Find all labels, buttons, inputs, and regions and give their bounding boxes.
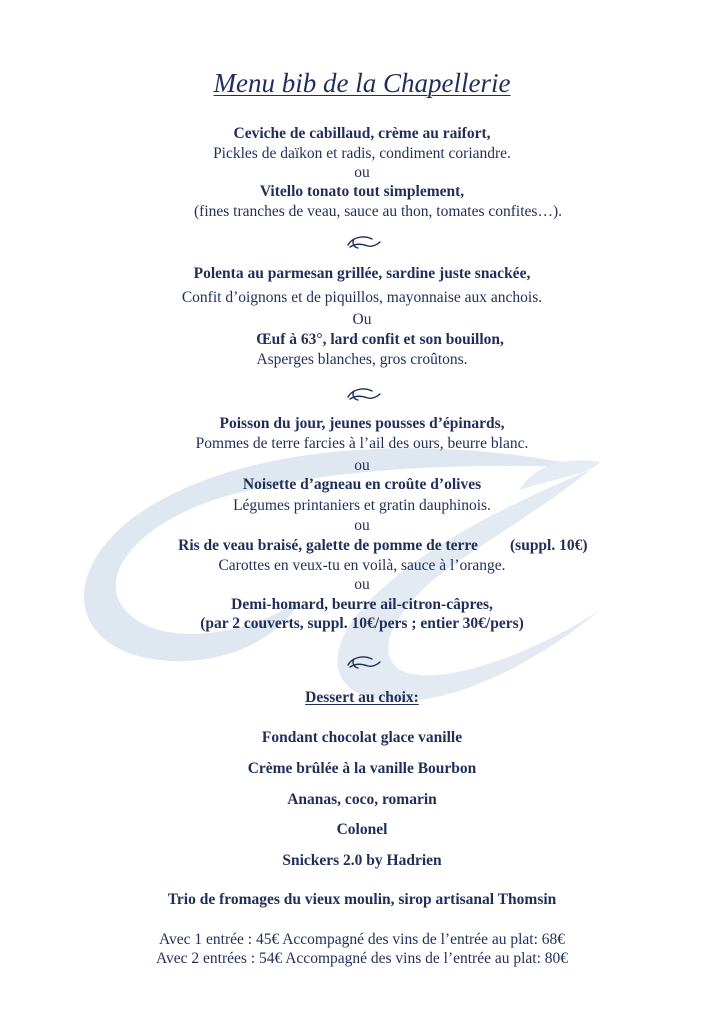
menu-title: Menu bib de la Chapellerie (213, 68, 511, 98)
second-2-description: Asperges blanches, gros croûtons. (256, 351, 468, 368)
dessert-item: Snickers 2.0 by Hadrien (282, 852, 442, 869)
main-2-name: Noisette d’agneau en croûte d’olives (242, 476, 482, 493)
price-line-2: Avec 2 entrées : 54€ Accompagné des vins de l’entrée au plat: 80€ (155, 950, 569, 967)
entree-2-description: (fines tranches de veau, sauce au thon, tomates confites…). (194, 203, 562, 220)
second-1-name: Polenta au parmesan grillée, sardine juste snackée, (193, 265, 531, 282)
entree-or-1: ou (354, 164, 370, 181)
flourish-divider-1 (342, 231, 384, 253)
main-3-description: Carottes en veux-tu en voilà, sauce à l’orange. (218, 557, 506, 574)
cheese-option: Trio de fromages du vieux moulin, sirop artisanal Thomsin (167, 891, 557, 908)
main-4-name: Demi-homard, beurre ail-citron-câpres, (231, 596, 493, 613)
price-line-1: Avec 1 entrée : 45€ Accompagné des vins de l’entrée au plat: 68€ (158, 931, 565, 948)
dessert-heading: Dessert au choix: (305, 689, 419, 706)
entree-2-name: Vitello tonato tout simplement, (259, 183, 465, 200)
entree-1-description: Pickles de daïkon et radis, condiment coriandre. (213, 145, 511, 162)
flourish-divider-2 (342, 383, 384, 405)
main-2-description: Légumes printaniers et gratin dauphinois. (233, 497, 491, 514)
main-1-description: Pommes de terre farcies à l’ail des ours, beurre blanc. (195, 435, 529, 452)
dessert-item: Colonel (336, 821, 388, 838)
main-1-name: Poisson du jour, jeunes pousses d’épinards, (219, 415, 505, 432)
main-or-3: ou (354, 576, 370, 593)
second-1-description: Confit d’oignons et de piquillos, mayonnaise aux anchois. (181, 289, 543, 306)
main-or-2: ou (354, 517, 370, 534)
dessert-item: Ananas, coco, romarin (287, 791, 437, 808)
main-or-1: ou (354, 457, 370, 474)
main-3-supplement: (suppl. 10€) (510, 537, 588, 554)
main-3-name: Ris de veau braisé, galette de pomme de terre (178, 537, 478, 554)
main-4-description: (par 2 couverts, suppl. 10€/pers ; entier 30€/pers) (200, 615, 524, 632)
entree-1-name: Ceviche de cabillaud, crème au raifort, (233, 125, 491, 142)
dessert-item: Crème brûlée à la vanille Bourbon (247, 760, 477, 777)
flourish-divider-3 (342, 651, 384, 673)
second-2-name: Œuf à 63°, lard confit et son bouillon, (256, 331, 504, 348)
dessert-item: Fondant chocolat glace vanille (261, 729, 463, 746)
dessert-heading-row (0, 688, 724, 708)
second-or-1: Ou (352, 311, 372, 328)
